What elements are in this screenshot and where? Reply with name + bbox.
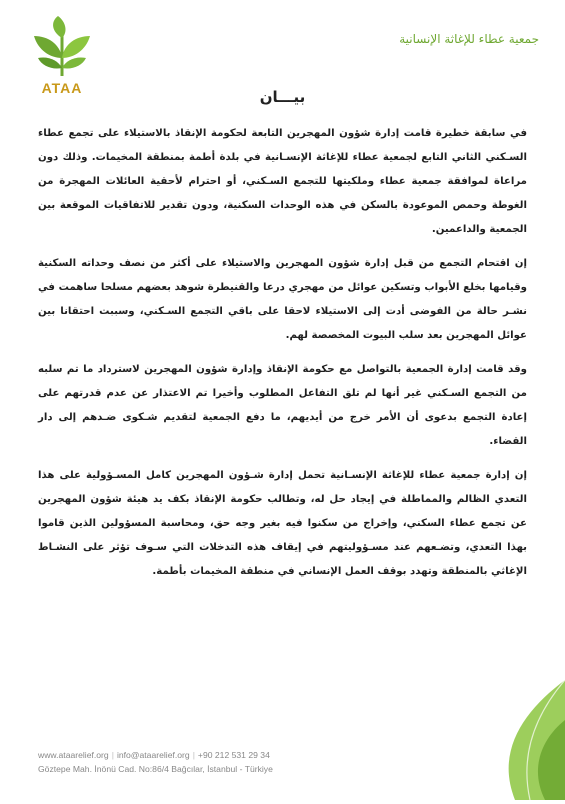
footer-email[interactable]: info@ataarelief.org [116, 750, 190, 760]
statement-body [38, 122, 527, 594]
statement-title: بيـــان [259, 88, 306, 106]
sprout-logo-icon [30, 14, 94, 80]
footer-website[interactable]: www.ataarelief.org [38, 750, 109, 760]
ataa-logo [30, 14, 94, 98]
paragraph: في سابقة خطيرة قامت إدارة شؤون المهجرين التابعة لحكومة الإنقاذ بالاستيلاء على تجمع عطاء السـكني الثاني التابع لجمعية عطاء للإغاثة الإنسـانية في بلدة أطمة بمنطقة المخيمات. وذلك دون مراعاة لموافقة جمعية عطاء وملكيتها للتجمع السـكني، أو احترام لأحقية العائلات المهجرة من الغوطة وحمص الموعودة بالسكن في هذه الوحدات السكنية، ودون تقدير للاتفاقيات الموقعة بين الجمعية والداعمين. [38, 128, 527, 235]
logo-text: ATAA [41, 80, 83, 96]
paragraph: إن إدارة جمعية عطاء للإغاثة الإنسـانية تحمل إدارة شـؤون المهجرين كامل المسـؤولية على هذا التعدي الظالم والمماطلة في إيجاد حل له، وتطالب حكومة الإنقاذ بكف يد هيئة شؤون المهجرين عن تجمع عطاء السكني، وإخراج من سكنوا فيه بغير وجه حق، ومحاسبة المسؤولين الذين قاموا بهذا التعدي، وتضـعهم عند مسـؤوليتهم في إيقاف هذه التدخلات التي سـوف تؤثر على النشـاط الإغاثي بالمنطقة وتهدد بوقف العمل الإنساني في منطقة المخيمات بأطمة. [38, 470, 527, 577]
footer-address: Göztepe Mah. İnönü Cad. No:86/4 Bağcılar, İstanbul - Türkiye [38, 764, 273, 774]
footer-phone: +90 212 531 29 34 [197, 750, 270, 760]
footer [38, 748, 273, 776]
footer-contact-line: www.ataarelief.org | info@ataarelief.org | +90 212 531 29 34 [38, 750, 270, 760]
paragraph: وقد قامت إدارة الجمعية بالتواصل مع حكومة الإنقاذ وإدارة شؤون المهجرين لاسترداد ما تم سلبه من التجمع السـكني غير أنها لم تلق التفاعل المطلوب وأخيرا تم الاعتذار عن عدم قدرتهم على إعادة التجمع بدعوى أن الأمر خرج من أيديهم، ما دفع الجمعية لتقديم شـكوى ضـدهم إلى دار القضاء. [38, 364, 527, 447]
org-name-arabic: جمعية عطاء للإغاثة الإنسانية [399, 32, 539, 46]
paragraph: إن اقتحام التجمع من قبل إدارة شؤون المهجرين والاستيلاء على أكثر من نصف وحداته السكنية وقيامها بخلع الأبواب وتسكين عوائل من مهجري درعا والقنيطرة شوهد بعضهم مسلحا ساهمت في نشـر حالة من الفوضى أدت إلى الاستيلاء لاحقا على باقي التجمع السـكني، وسببت احتقانا بين عوائل المهجرين بعد سلب البيوت المخصصة لهم. [38, 258, 527, 341]
decorative-leaf-icon [455, 670, 565, 800]
